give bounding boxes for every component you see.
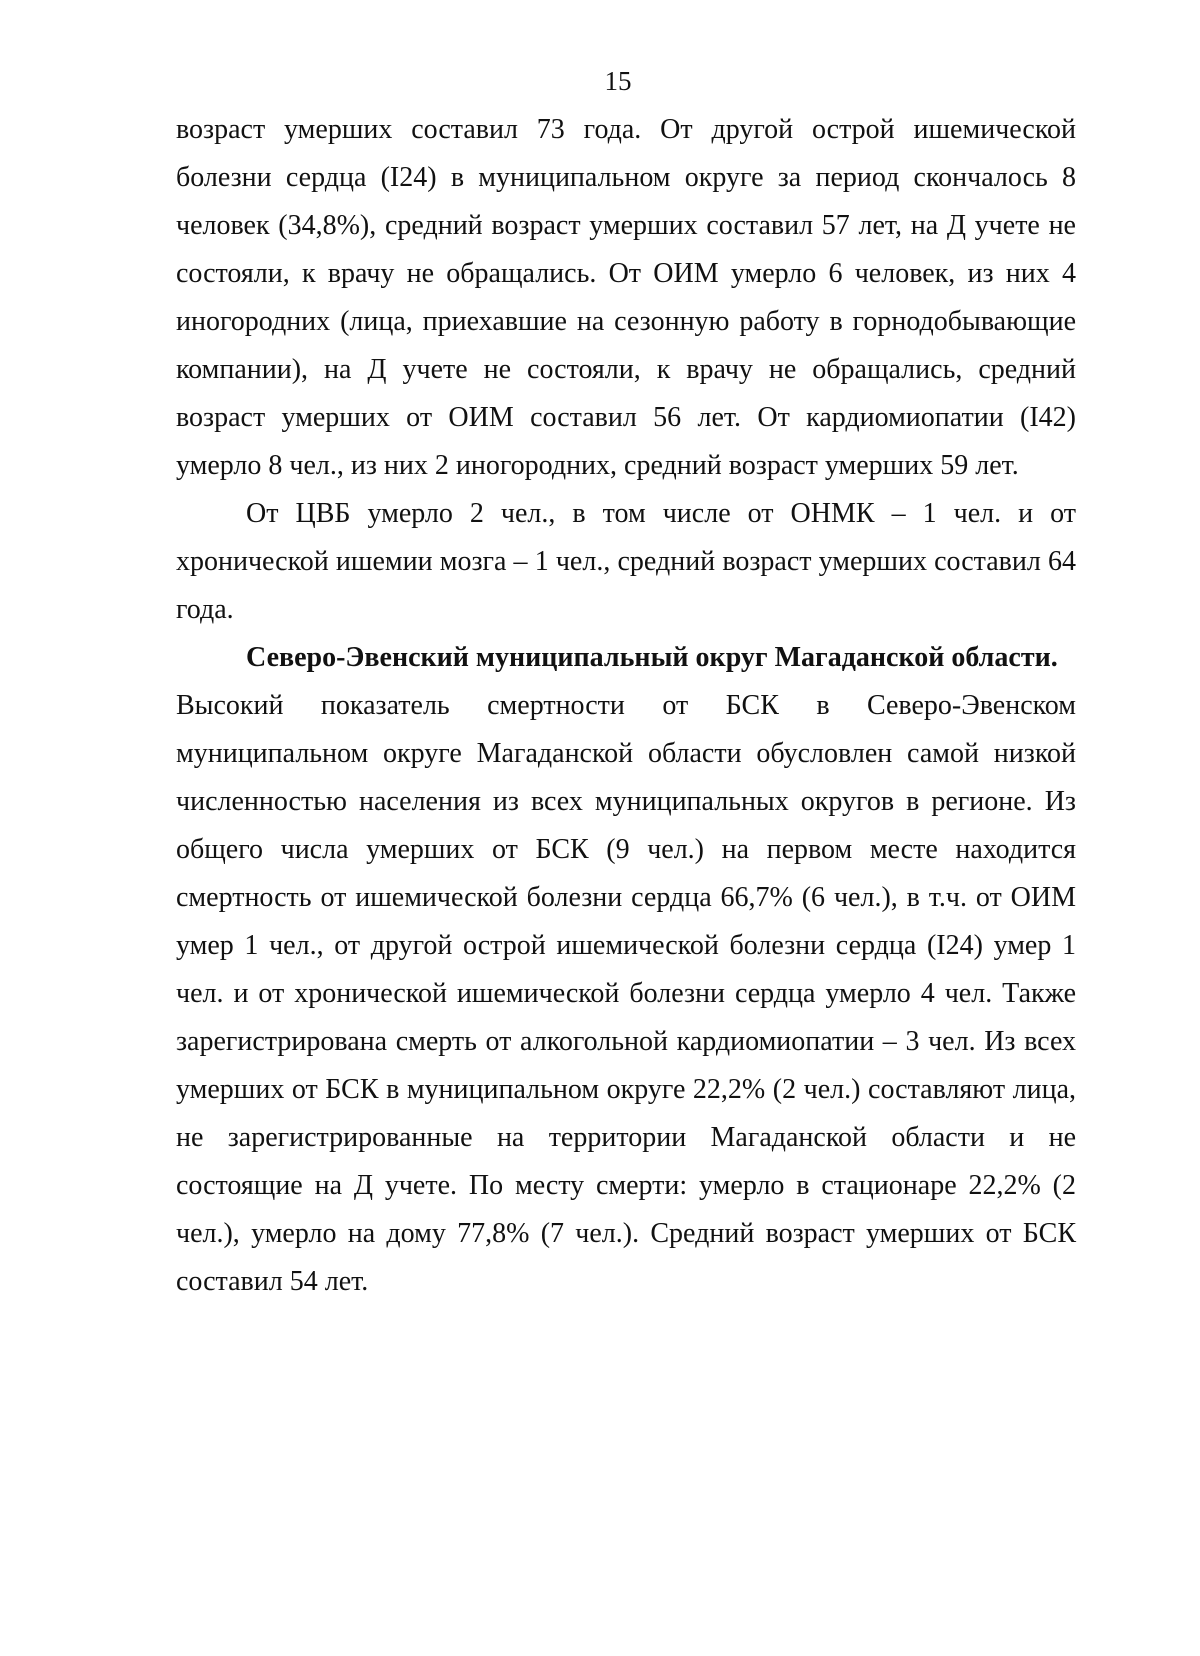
section-heading: Северо-Эвенский муниципальный округ Магаданской области. xyxy=(246,642,1058,673)
paragraph-ischemic-continuation: возраст умерших составил 73 года. От другой острой ишемической болезни сердца (I24) в муниципальном округе за период скончалось 8 человек (34,8%), средний возраст умерших составил 57 лет, на Д учете не состояли, к врачу не обращались. От ОИМ умерло 6 человек, из них 4 иногородних (лица, приехавшие на сезонную работу в горнодобывающие компании), на Д учете не состояли, к врачу не обращались, средний возраст умерших от ОИМ составил 56 лет. От кардиомиопатии (I42) умерло 8 чел., из них 2 иногородних, средний возраст умерших 59 лет. xyxy=(176,114,1076,481)
paragraph-north-even-district: Высокий показатель смертности от БСК в Северо-Эвенском муниципальном округе Магаданской области обусловлен самой низкой численностью населения из всех муниципальных округов в регионе. Из общего числа умерших от БСК (9 чел.) на первом месте находится смертность от ишемической болезни сердца 66,7% (6 чел.), в т.ч. от ОИМ умер 1 чел., от другой острой ишемической болезни сердца (I24) умер 1 чел. и от хронической ишемической болезни сердца умерло 4 чел. Также зарегистрирована смерть от алкогольной кардиомиопатии – 3 чел. Из всех умерших от БСК в муниципальном округе 22,2% (2 чел.) составляют лица, не зарегистрированные на территории Магаданской области и не состоящие на Д учете. По месту смерти: умерло в стационаре 22,2% (2 чел.), умерло на дому 77,8% (7 чел.). Средний возраст умерших от БСК составил 54 лет. xyxy=(176,690,1076,1297)
paragraph-cerebrovascular: От ЦВБ умерло 2 чел., в том числе от ОНМК – 1 чел. и от хронической ишемии мозга – 1 чел., средний возраст умерших составил 64 года. xyxy=(176,498,1076,625)
heading-block xyxy=(176,634,1076,682)
document-body xyxy=(176,106,1076,1306)
page-number: 15 xyxy=(604,66,632,96)
